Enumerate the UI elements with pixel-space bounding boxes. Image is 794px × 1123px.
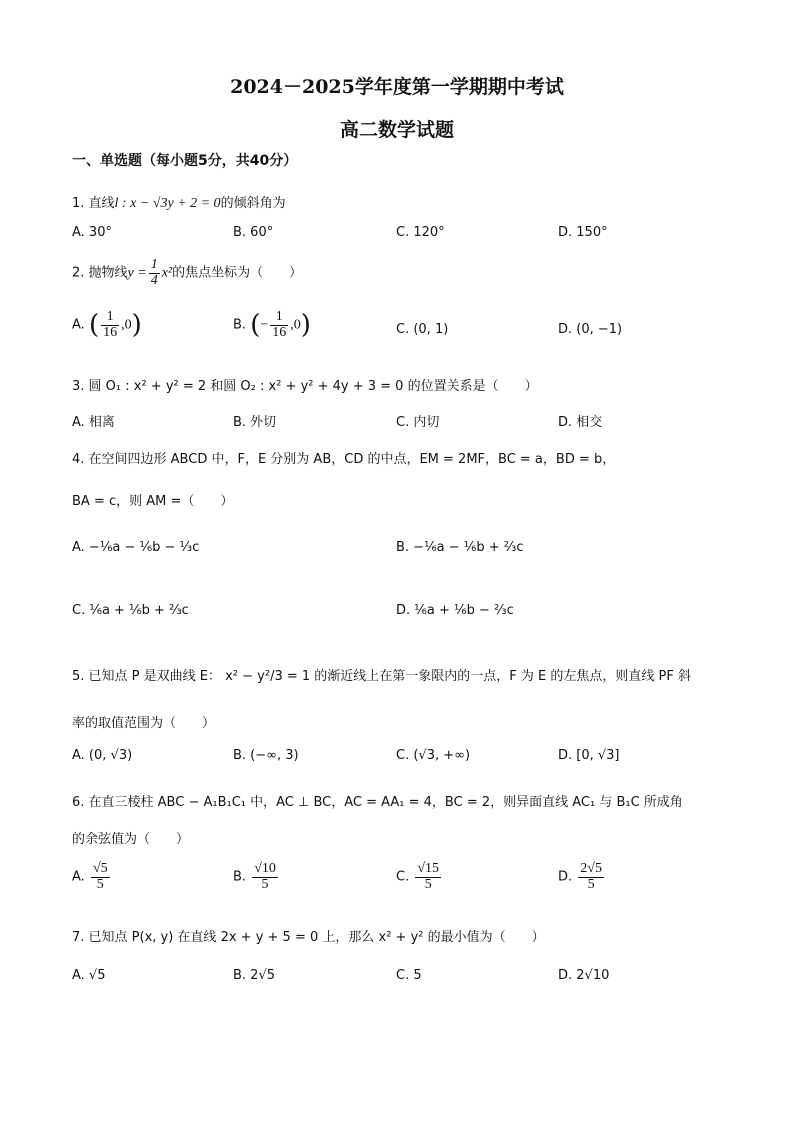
question-5-line-2: 率的取值范围为（ ） bbox=[72, 716, 216, 731]
question-4-option-b: B. −⅙a − ⅙b + ⅔c bbox=[396, 540, 524, 555]
fraction-numerator: 1 bbox=[101, 310, 119, 326]
question-1-stem-end: 的倾斜角为 bbox=[220, 196, 286, 211]
question-4-option-a: A. −⅙a − ⅙b − ⅓c bbox=[72, 540, 200, 555]
question-5-option-a: A. (0, √3) bbox=[72, 748, 133, 763]
question-5-option-c: C. (√3, +∞) bbox=[396, 748, 471, 763]
question-6-option-a-label: A. bbox=[72, 869, 85, 885]
question-6-option-b-fraction bbox=[252, 862, 278, 892]
question-6-option-d-fraction bbox=[578, 862, 604, 892]
question-2-fraction bbox=[149, 258, 160, 288]
question-7-option-b: B. 2√5 bbox=[233, 968, 276, 983]
question-7: 7. 已知点 P(x, y) 在直线 2x + y + 5 = 0 上，那么 x² + y² 的最小值为（ ） bbox=[72, 930, 545, 945]
question-6-option-d bbox=[558, 862, 606, 892]
question-5-option-b: B. (−∞, 3) bbox=[233, 748, 299, 763]
question-7-option-a: A. √5 bbox=[72, 968, 106, 983]
question-2-option-a-label: A. bbox=[72, 317, 85, 333]
question-2-option-b-tail: ,0 bbox=[290, 317, 301, 333]
question-6-option-b bbox=[233, 862, 280, 892]
fraction-numerator: 1 bbox=[270, 310, 288, 326]
question-4-option-c: C. ⅙a + ⅙b + ⅔c bbox=[72, 603, 189, 618]
question-5-line-1: 5. 已知点 P 是双曲线 E： x² − y²/3 = 1 的渐近线上在第一象限内的一点，F 为 E 的左焦点，则直线 PF 斜 bbox=[72, 669, 691, 684]
exam-subtitle: 高二数学试题 bbox=[339, 119, 454, 141]
fraction-numerator: √5 bbox=[92, 861, 108, 876]
question-3-option-d: D. 相交 bbox=[558, 415, 603, 430]
question-3-option-a: A. 相离 bbox=[72, 415, 115, 430]
fraction-numerator: √10 bbox=[254, 861, 276, 876]
question-1-option-d: D. 150° bbox=[558, 225, 608, 240]
fraction-denominator: 5 bbox=[424, 876, 432, 892]
question-1 bbox=[72, 192, 286, 212]
question-2-stem-start: 2. 抛物线 bbox=[72, 265, 128, 281]
fraction-numerator: √15 bbox=[417, 861, 440, 876]
question-6-option-b-label: B. bbox=[233, 869, 247, 885]
left-paren-glyph: ( bbox=[250, 310, 261, 341]
question-2-option-a-tail: ,0 bbox=[121, 317, 132, 333]
question-2-option-b-fraction bbox=[270, 310, 288, 340]
question-6-option-c-fraction bbox=[415, 862, 441, 892]
question-2-option-c: C. (0, 1) bbox=[396, 322, 449, 337]
question-6-line-1: 6. 在直三棱柱 ABC − A₁B₁C₁ 中，AC ⊥ BC，AC = AA₁ = 4，BC = 2，则异面直线 AC₁ 与 B₁C 所成角 bbox=[72, 795, 683, 810]
right-paren-glyph: ) bbox=[131, 310, 142, 341]
question-6-line-2: 的余弦值为（ ） bbox=[72, 832, 190, 847]
question-3: 3. 圆 O₁ : x² + y² = 2 和圆 O₂ : x² + y² + 4y + 3 = 0 的位置关系是（ ） bbox=[72, 379, 538, 394]
question-2-option-b bbox=[233, 310, 311, 340]
question-2-lhs: y = bbox=[127, 265, 147, 281]
right-paren-glyph: ) bbox=[300, 310, 311, 341]
question-1-stem-start: 1. 直线 bbox=[72, 196, 115, 211]
question-1-option-b: B. 60° bbox=[233, 225, 274, 240]
question-7-option-d: D. 2√10 bbox=[558, 968, 610, 983]
question-6-option-a bbox=[72, 862, 112, 892]
left-paren-glyph: ( bbox=[88, 310, 100, 341]
question-2 bbox=[72, 258, 302, 288]
fraction-denominator: 16 bbox=[272, 324, 287, 340]
fraction-denominator: 16 bbox=[103, 324, 118, 340]
question-2-option-a bbox=[72, 310, 142, 340]
question-6-option-c-label: C. bbox=[396, 869, 410, 885]
question-3-option-c: C. 内切 bbox=[396, 415, 440, 430]
question-2-fraction-denominator: 4 bbox=[150, 272, 158, 288]
question-4-line-1: 4. 在空间四边形 ABCD 中，F，E 分别为 AB，CD 的中点，EM = 2MF，BC = a，BD = b， bbox=[72, 452, 616, 467]
question-1-option-c: C. 120° bbox=[396, 225, 445, 240]
question-4-line-2: BA = c，则 AM =（ ） bbox=[72, 494, 234, 509]
question-3-option-b: B. 外切 bbox=[233, 415, 277, 430]
question-2-option-b-label: B. bbox=[233, 317, 247, 333]
fraction-denominator: 5 bbox=[96, 876, 104, 892]
question-4-option-d: D. ⅙a + ⅙b − ⅔c bbox=[396, 603, 514, 618]
section-heading-single-choice: 一、单选题（每小题5分，共40分） bbox=[72, 153, 298, 169]
question-6-option-c bbox=[396, 862, 443, 892]
question-2-option-b-sign: − bbox=[260, 317, 269, 333]
question-2-option-a-fraction bbox=[101, 310, 119, 340]
fraction-numerator: 2√5 bbox=[580, 861, 602, 876]
question-2-option-d: D. (0, −1) bbox=[558, 322, 623, 337]
question-1-equation: l : x − √3y + 2 = 0 bbox=[114, 196, 221, 211]
fraction-denominator: 5 bbox=[261, 876, 269, 892]
question-6-option-d-label: D. bbox=[558, 869, 573, 885]
question-2-stem-end: 的焦点坐标为（ ） bbox=[172, 265, 303, 281]
fraction-denominator: 5 bbox=[587, 876, 595, 892]
question-7-option-c: C. 5 bbox=[396, 968, 422, 983]
question-2-rhs: x² bbox=[161, 265, 173, 281]
question-1-option-a: A. 30° bbox=[72, 225, 112, 240]
question-5-option-d: D. [0, √3] bbox=[558, 748, 620, 763]
question-6-option-a-fraction bbox=[91, 862, 110, 892]
exam-title: 2024－2025学年度第一学期期中考试 bbox=[230, 76, 564, 98]
question-2-fraction-numerator: 1 bbox=[150, 257, 158, 272]
